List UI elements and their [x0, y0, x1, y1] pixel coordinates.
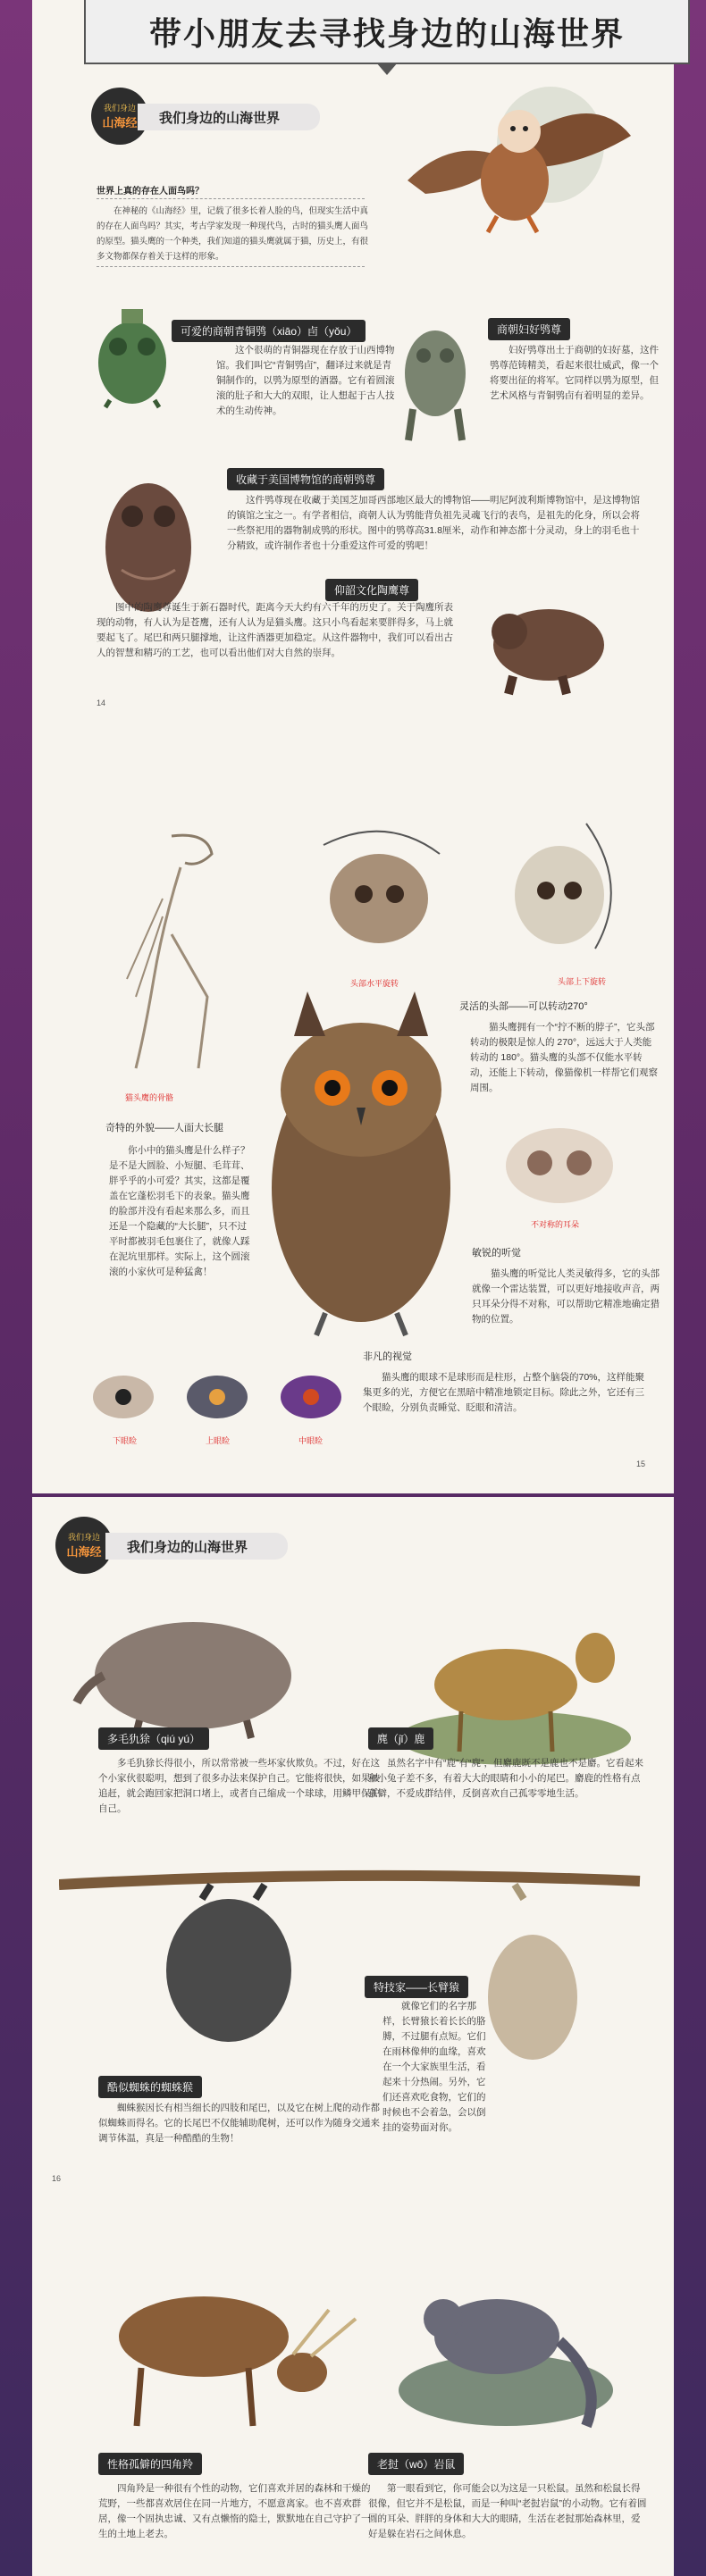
item-text: 妇好鸮尊出土于商朝的妇好墓，这件鸮尊范铸精美，看起来很壮威武，像一个将要出征的将军。它同样以鸮为原型，但艺术风格与青铜鸮卣有着明显的差异。 — [490, 345, 659, 401]
item-title: 可爱的商朝青铜鸮（xiāo）卣（yǒu） — [172, 320, 366, 342]
animal-title: 麂（jǐ）鹿 — [368, 1727, 433, 1750]
badge-top-text: 我们身边 — [67, 1533, 100, 1542]
caption-ears: 不对称的耳朵 — [531, 1220, 580, 1229]
owl-head-tilt-illustration — [497, 815, 640, 966]
owl-skull-illustration — [497, 1117, 622, 1215]
animal-title: 特技家——长臂猿 — [365, 1976, 468, 1998]
animal-title: 酷似蜘蛛的蜘蛛猴 — [98, 2076, 202, 2098]
winged-creature-illustration — [372, 82, 640, 238]
hearing-title: 敏锐的听觉 — [472, 1248, 521, 1259]
four-horned-antelope-illustration — [70, 2256, 374, 2435]
intro-paragraph: 在神秘的《山海经》里，记载了很多长着人脸的鸟，但现实生活中真的存在人面鸟吗？其实，考古学家发现一种现代鸟，古时的猫头鹰人面鸟的原型。猫头鹰的一个种类，我们知道的猫头鹰就属于猫，历史上，有很多文物都保存着关于这样的形象。 — [97, 206, 369, 262]
series-badge — [55, 1517, 113, 1574]
spread-page-1 — [32, 0, 674, 1493]
page-number: 15 — [636, 1459, 646, 1468]
item-text: 这件鸮尊现在收藏于美国芝加哥西部地区最大的博物馆——明尼阿波利斯博物馆中，是这博物馆的镇馆之宝之一。有学者相信，商朝人认为鸮能背负祖先灵魂飞行的表鸟，是祖先的化身，所以会将一些祭祀用的器物制成鸮的形状。图中的鸮尊高31.8厘米，动作和神态都十分灵动，身上的羽毛也十分精致，或许制作者也十分重爱这件可爱的鸮吧！ — [227, 495, 640, 551]
item-text: 图中的陶鹰尊诞生于新石器时代，距离今天大约有六千年的历史了。关于陶鹰所表现的动物，有人认为是苍鹰，还有人认为是猫头鹰。这只小鸟看起来要胖得多，马上就要起飞了。尾巴和两只腿撑地，让这件酒器更加稳定。从这件器物中，我们可以看出古人的智慧和精巧的工艺，也可以看出他们对大自然的崇拜。 — [97, 602, 453, 658]
pottery-eagle-illustration — [477, 591, 620, 698]
armadillo-illustration — [68, 1586, 327, 1747]
owl-head-rotation-illustration — [297, 818, 458, 961]
animal-title: 老挝（wō）岩鼠 — [368, 2453, 464, 2475]
caption-middle-eyelid: 中眼睑 — [298, 1436, 324, 1445]
animal-title: 多毛犰狳（qiú yú） — [98, 1727, 209, 1750]
owl-vessel-illustration — [95, 463, 202, 623]
caption-upper-eyelid: 上眼睑 — [206, 1436, 231, 1445]
divider — [97, 266, 365, 267]
page-title: 带小朋友去寻找身边的山海世界 — [148, 14, 625, 52]
neck-text: 猫头鹰拥有一个“拧不断的脖子”，它头部转动的极限是惊人的 270°，远远大于人类能转动的 180°。猫头鹰的头部不仅能水平转动，还能上下转动，像猫像机一样帮它们观察周围。 — [470, 1022, 658, 1093]
hearing-text: 猫头鹰的听觉比人类灵敏得多，它的头部就像一个雷达装置，可以更好地接收声音，两只耳朵分得不对称，可以帮助它精准地确定猎物的位置。 — [472, 1268, 660, 1325]
bronze-owl-vessel-illustration — [88, 302, 177, 409]
badge-top-text: 我们身边 — [103, 104, 136, 113]
question-heading: 世界上真的存在人面鸟吗？ — [97, 187, 204, 197]
page-number: 16 — [52, 2174, 62, 2183]
vision-text: 猫头鹰的眼球不是球形而是柱形，占整个脑袋的70%，这样能聚集更多的光，方便它在黑暗中精准地锁定目标。除此之外，它还有三个眼睑，分别负责睡觉、眨眼和清洁。 — [363, 1372, 645, 1413]
spread-page-2 — [32, 1497, 674, 2576]
animal-title: 性格孤僻的四角羚 — [98, 2453, 202, 2475]
divider — [97, 198, 365, 199]
animal-text: 第一眼看到它，你可能会以为这是一只松鼠。虽然和松鼠长得很像，但它并不是松鼠，而是一种叫“老挝岩鼠”的小动物。它有着圆圆的耳朵、胖胖的身体和大大的眼睛，生活在老挝那始森林里，爱好是躲在岩石之间休息。 — [368, 2483, 647, 2539]
page-title-bar — [84, 0, 690, 64]
section-heading: 我们身边的山海世界 — [138, 104, 320, 130]
caption-vertical-rotation: 头部上下旋转 — [558, 977, 607, 986]
animal-text: 虽然名字中有“鹿”有“麂”，但麝鹿既不是鹿也不是麝。它看起来和小兔子差不多，有着大大的眼睛和小小的尾巴。麝鹿的性格有点孤僻，不爱成群结伴，反倒喜欢自己孤零零地生活。 — [368, 1758, 643, 1799]
animal-text: 蜘蛛猴因长有相当细长的四肢和尾巴，以及它在树上爬的动作都似蜘蛛而得名。它的长尾巴不仅能辅助爬树，还可以作为随身交通来调节体温，真是一种酷酷的生物！ — [98, 2103, 380, 2144]
caption-lower-eyelid: 下眼睑 — [113, 1436, 138, 1445]
section-heading: 我们身边的山海世界 — [105, 1533, 288, 1560]
owl-skeleton-illustration — [109, 818, 252, 1086]
bronze-owl-zun-illustration — [395, 311, 475, 445]
caption-horizontal-rotation: 头部水平旋转 — [350, 979, 399, 988]
item-title: 收藏于美国博物馆的商朝鸮尊 — [227, 468, 384, 490]
body-text: 你小中的猫头鹰是什么样子？是不是大圆脸、小短腿、毛茸茸、胖乎乎的小可爱？其实，这都是覆盖在它蓬松羽毛下的表象。猫头鹰的脸部并没有看起来那么多，而且还是一个隐藏的“大长腿”，只不过平时都被羽毛包裹住了，就像人踩在泥坑里那样。实际上，这个圆滚滚的小家伙可是种猛禽！ — [109, 1145, 250, 1277]
caption-skeleton: 猫头鹰的骨骼 — [125, 1093, 174, 1102]
item-text: 这个很萌的青铜器现在存放于山西博物馆。我们叫它“青铜鸮卣”，翻译过来就是青铜制作的，以鸮为原型的酒器。它有着圆滚滚的肚子和大大的双眼，让人想起于古人技术的生动传神。 — [216, 345, 395, 416]
badge-main-text: 山海经 — [102, 116, 138, 130]
badge-main-text: 山海经 — [66, 1545, 102, 1559]
animal-text: 多毛犰狳长得很小，所以常常被一些坏家伙欺负。不过，好在这个小家伙很聪明，想到了很多办法来保护自己。它能将很快，如果被追赶，就会跑回家把洞口堵上，或者自己缩成一个球球，用鳞甲保护自己。 — [98, 1758, 380, 1814]
owl-eyelid-illustrations — [88, 1367, 347, 1429]
animal-text: 就像它们的名字那样，长臂猿长着长长的胳膊，不过腿有点短。它们在雨林像伸的血缘，喜欢在一个大家族里生活，看起来十分热闹。另外，它们还喜欢吃食物，它们的时候也不会着急，会以倒挂的姿势面对你。 — [382, 2001, 486, 2133]
page-number: 14 — [97, 698, 106, 707]
eagle-owl-illustration — [254, 983, 468, 1340]
neck-title: 灵活的头部——可以转动270° — [459, 1001, 588, 1012]
item-title: 商朝妇好鸮尊 — [488, 318, 570, 340]
branch-primates-illustration — [59, 1863, 649, 2060]
body-title: 奇特的外貌——人面大长腿 — [105, 1123, 223, 1133]
animal-text: 四角羚是一种很有个性的动物，它们喜欢并居的森林和干燥的荒野，一些都喜欢居住在同一片地方，不愿意离家。也不喜欢群居，像一个固执忠诚、又有点懒惰的隐士，默默地在自己守护了一生的土地上老去。 — [98, 2483, 371, 2539]
vision-title: 非凡的视觉 — [363, 1351, 412, 1362]
laotian-rock-rat-illustration — [390, 2256, 649, 2435]
item-title: 仰韶文化陶鹰尊 — [325, 579, 418, 601]
